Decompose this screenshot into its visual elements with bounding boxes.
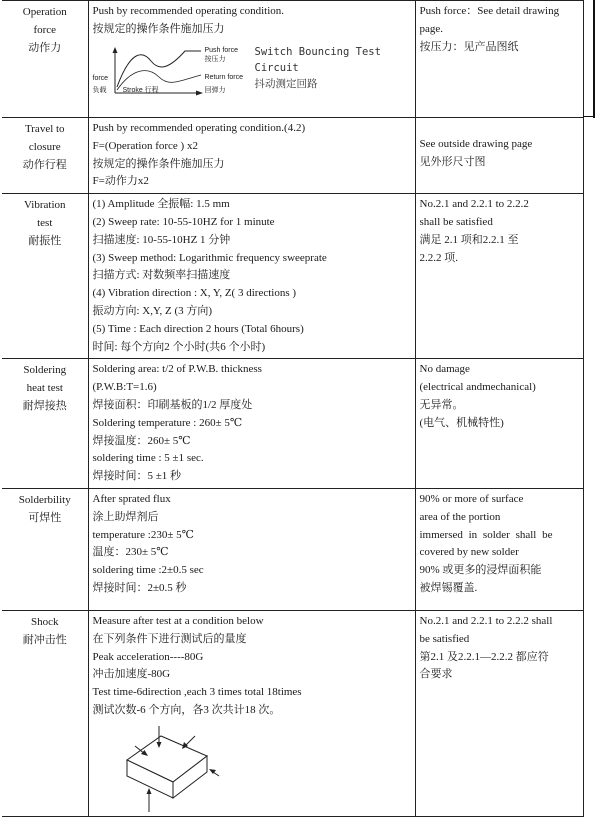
return-force-label: Return force <box>204 73 244 81</box>
criteria-line: 90% or more of surface <box>419 492 524 505</box>
condition-line: Test time-6direction ,each 3 times total 18times <box>92 686 302 699</box>
item-cell <box>2 488 88 610</box>
condition-line: F=(Operation force ) x2 <box>92 139 198 152</box>
condition-line: 焊接时间：2±0.5 秒 <box>92 581 187 594</box>
criteria-cell <box>415 488 583 610</box>
condition-line: (5) Time : Each direction 2 hours (Total 6hours) <box>92 322 304 335</box>
table-row <box>2 118 583 194</box>
item-label: force <box>33 23 57 36</box>
bounce-title-line-1: Switch Bouncing Test <box>254 45 381 58</box>
criteria-line: covered by new solder <box>419 546 519 559</box>
item-label: Operation <box>22 6 67 18</box>
item-label: 耐振性 <box>28 234 62 247</box>
criteria-line: 满足 2.1 项和2.2.1 至 <box>419 233 519 246</box>
condition-line: Peak acceleration----80G <box>92 650 204 663</box>
criteria-line: immersed in solder shall be <box>419 528 553 541</box>
table-row <box>2 194 583 359</box>
bounce-title-line-2: Circuit <box>254 61 299 74</box>
bounce-title-cn: 抖动测定回路 <box>254 77 318 90</box>
criteria-line: (electrical andmechanical) <box>419 381 536 394</box>
push-force-cn-label: 按压力 <box>204 55 226 63</box>
criteria-line: shall be satisfied <box>419 215 493 228</box>
condition-line: (1) Amplitude 全振幅: 1.5 mm <box>92 198 230 211</box>
condition-line: 焊接温度：260± 5℃ <box>92 434 191 447</box>
item-label: closure <box>28 140 61 153</box>
criteria-line: (电气、机械特性) <box>419 416 504 429</box>
condition-line: Push by recommended operating condition. <box>92 5 285 17</box>
condition-line: (4) Vibration direction : X, Y, Z( 3 directions ) <box>92 287 297 300</box>
condition-line: Push by recommended operating condition.(4.2) <box>92 122 306 134</box>
condition-cell <box>88 194 415 359</box>
item-cell <box>2 359 88 489</box>
criteria-line: No damage <box>419 363 470 376</box>
page-edge-tick <box>583 116 595 117</box>
condition-line: 冲击加速度-80G <box>92 668 171 681</box>
cube-drawing <box>119 722 239 814</box>
item-label: test <box>37 216 53 229</box>
item-cell <box>2 610 88 816</box>
item-label: Shock <box>31 615 59 628</box>
condition-line: 扫描方式: 对数频率扫描速度 <box>92 269 231 282</box>
item-label: Solderbility <box>18 493 71 506</box>
condition-line: Soldering area: t/2 of P.W.B. thickness <box>92 363 262 376</box>
condition-line: F=动作力x2 <box>92 175 149 188</box>
criteria-line: 90% 或更多的浸焊面积能 <box>419 564 542 577</box>
condition-line: 温度：230± 5℃ <box>92 546 169 559</box>
condition-line: 测试次数-6 个方向，各3 次共计18 次。 <box>92 703 281 716</box>
condition-cell <box>88 359 415 489</box>
force-axis-cn-label: 负载 <box>92 86 107 94</box>
item-label: 耐冲击性 <box>22 633 67 646</box>
condition-line: Soldering temperature : 260± 5℃ <box>92 416 243 429</box>
item-label: Vibration <box>24 199 66 212</box>
condition-line: soldering time : 5 ±1 sec. <box>92 452 204 465</box>
condition-line: 扫描速度: 10-55-10HZ 1 分钟 <box>92 233 231 246</box>
force-stroke-diagram <box>93 41 411 99</box>
criteria-cell <box>415 610 583 816</box>
criteria-line: 被焊锡覆盖. <box>419 581 478 594</box>
shock-cube-diagram <box>93 722 411 814</box>
condition-line: 时间: 每个方向2 个小时(共6 个小时) <box>92 340 266 353</box>
condition-line: (3) Sweep method: Logarithmic frequency sweeprate <box>92 251 327 264</box>
criteria-line: 见外形尺寸图 <box>419 155 486 168</box>
item-label: 动作力 <box>28 41 62 54</box>
criteria-cell <box>415 194 583 359</box>
condition-line: (2) Sweep rate: 10-55-10HZ for 1 minute <box>92 215 275 228</box>
item-label: 可焊性 <box>28 511 62 524</box>
stroke-axis-label: Stroke 行程 <box>122 86 159 94</box>
item-cell <box>2 1 88 118</box>
condition-line: Measure after test at a condition below <box>92 614 264 627</box>
condition-cell <box>88 610 415 816</box>
criteria-line: 合要求 <box>419 668 453 681</box>
criteria-line: be satisfied <box>419 632 470 645</box>
condition-line: 涂上助焊剂后 <box>92 510 159 523</box>
condition-line: temperature :230± 5℃ <box>92 528 194 541</box>
item-label: 耐焊接热 <box>22 399 67 412</box>
condition-line: 焊接时间：5 ±1 秒 <box>92 470 182 483</box>
page-edge-line <box>593 0 595 118</box>
table-row <box>2 359 583 489</box>
item-label: heat test <box>26 382 63 395</box>
criteria-line: No.2.1 and 2.2.1 to 2.2.2 <box>419 198 529 211</box>
criteria-line: 2.2.2 项. <box>419 251 458 264</box>
condition-cell <box>88 118 415 194</box>
item-label: 动作行程 <box>22 158 67 171</box>
condition-line: 振动方向: X,Y, Z (3 方向) <box>92 304 213 317</box>
condition-line: 焊接面积：印刷基板的1/2 厚度处 <box>92 398 253 411</box>
push-force-label: Push force <box>204 46 238 54</box>
spec-table <box>2 0 584 817</box>
condition-line: After sprated flux <box>92 492 171 505</box>
table-row <box>2 610 583 816</box>
return-force-cn-label: 回弹力 <box>204 86 226 94</box>
table-row <box>2 1 583 118</box>
condition-line: (P.W.B:T=1.6) <box>92 381 157 394</box>
item-cell <box>2 194 88 359</box>
item-label: Travel to <box>24 123 65 135</box>
criteria-line: 无异常。 <box>419 398 464 411</box>
criteria-cell <box>415 118 583 194</box>
criteria-line: No.2.1 and 2.2.1 to 2.2.2 shall <box>419 614 553 627</box>
criteria-cell <box>415 1 583 118</box>
item-cell <box>2 118 88 194</box>
condition-cell <box>88 488 415 610</box>
criteria-line: 第2.1 及2.2.1—2.2.2 都应符 <box>419 650 549 663</box>
criteria-line: area of the portion <box>419 510 501 523</box>
condition-line: 按规定的操作条件施加压力 <box>92 22 225 35</box>
force-axis-label: force <box>92 74 109 82</box>
condition-line: soldering time :2±0.5 sec <box>92 564 204 577</box>
criteria-line: 按压力：见产品图纸 <box>419 40 519 53</box>
condition-line: 在下列条件下进行测试后的量度 <box>92 632 247 645</box>
criteria-cell <box>415 359 583 489</box>
condition-cell <box>88 1 415 118</box>
condition-line: 按规定的操作条件施加压力 <box>92 157 225 170</box>
criteria-line: Push force：See detail drawing page. <box>419 5 560 35</box>
item-label: Soldering <box>23 364 67 377</box>
criteria-line: See outside drawing page <box>419 138 533 150</box>
table-row <box>2 488 583 610</box>
